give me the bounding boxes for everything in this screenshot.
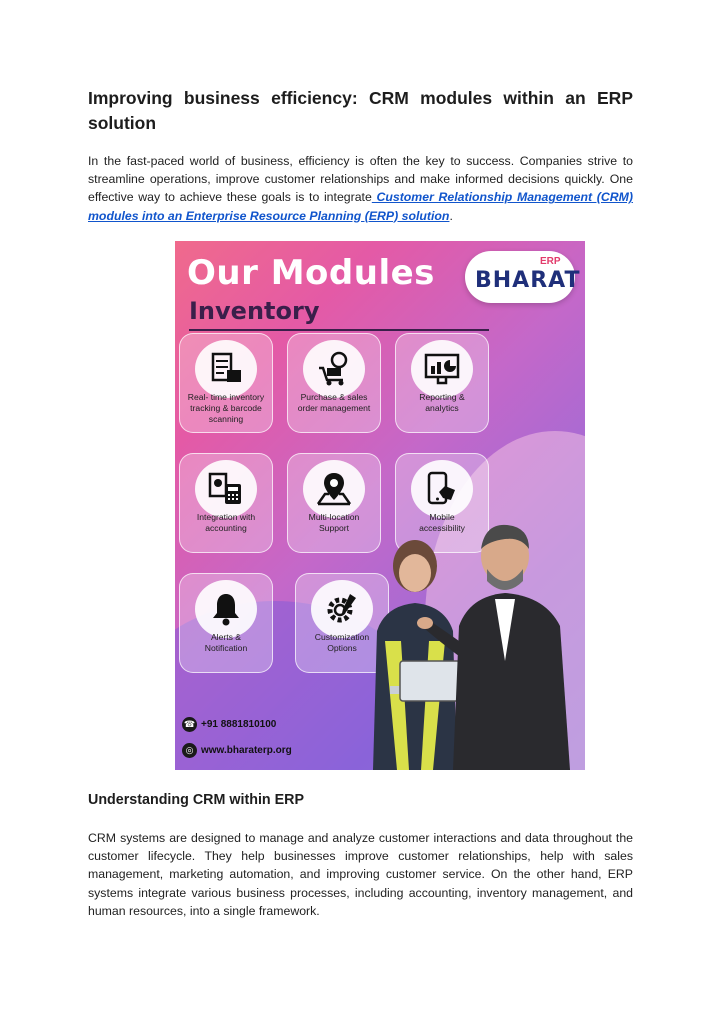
calculator-icon	[195, 460, 257, 518]
article-title: Improving business efficiency: CRM modules within an ERP solution	[88, 88, 633, 133]
crm-erp-link[interactable]: Customer Relationship Management (CRM) modules into an Enterprise Resource Planning (ERP) solution	[88, 190, 633, 223]
poster-subtitle: Inventory	[189, 297, 320, 325]
intro-text: In the fast-paced world of business, efficiency is often the key to success. Companies strive to streamline operations, improve customer relationships and make informed decisions quickly. One effective way to achieve these goals is to integrate	[88, 154, 633, 205]
bell-icon	[195, 580, 257, 638]
contact-website	[182, 743, 292, 758]
mobile-phone-icon	[411, 460, 473, 518]
purchase-cart-icon	[303, 340, 365, 398]
module-tile-inventory-tracking	[179, 333, 273, 433]
location-pin-icon	[303, 460, 365, 518]
phone-number: +91 8881810100	[201, 719, 277, 731]
analytics-chart-icon	[411, 340, 473, 398]
logo-word: BHARAT	[475, 268, 581, 293]
intro-end: .	[449, 208, 453, 223]
module-label: Customization Options	[314, 632, 370, 653]
bharat-erp-logo	[465, 251, 581, 303]
module-label: Mobile accessibility	[419, 512, 465, 533]
section-heading: Understanding CRM within ERP	[88, 792, 305, 808]
modules-poster-image	[175, 241, 585, 770]
globe-icon: ◎	[182, 743, 197, 758]
module-label: Reporting & analytics	[419, 392, 465, 413]
logo-suffix: ERP	[540, 256, 561, 267]
business-people-illustration	[355, 511, 585, 770]
module-label: Alerts & Notification	[204, 632, 248, 653]
module-tile-accounting	[179, 453, 273, 553]
module-tile-alerts	[179, 573, 273, 673]
intro-paragraph	[88, 152, 633, 225]
module-label: Multi-location Support	[308, 512, 360, 533]
module-label: Purchase & sales order management	[297, 392, 371, 413]
poster-underline	[189, 329, 489, 331]
module-tile-purchase-sales	[287, 333, 381, 433]
contact-phone	[182, 717, 276, 732]
section-paragraph: CRM systems are designed to manage and analyze customer interactions and data throughout the customer lifecycle. They help businesses improve customer relationships, help with sales management, marketing automation, and improving customer service. On the other hand, ERP systems integrate various business processes, including accounting, inventory management, and human resources, into a single framework.	[88, 831, 633, 918]
website-url: www.bharaterp.org	[201, 745, 292, 757]
inventory-checklist-icon	[195, 340, 257, 398]
module-label: Real- time inventory tracking & barcode scanning	[187, 392, 265, 424]
poster-title: Our Modules	[187, 253, 435, 293]
module-label: Integration with accounting	[196, 512, 256, 533]
phone-icon: ☎	[182, 717, 197, 732]
module-tile-reporting	[395, 333, 489, 433]
